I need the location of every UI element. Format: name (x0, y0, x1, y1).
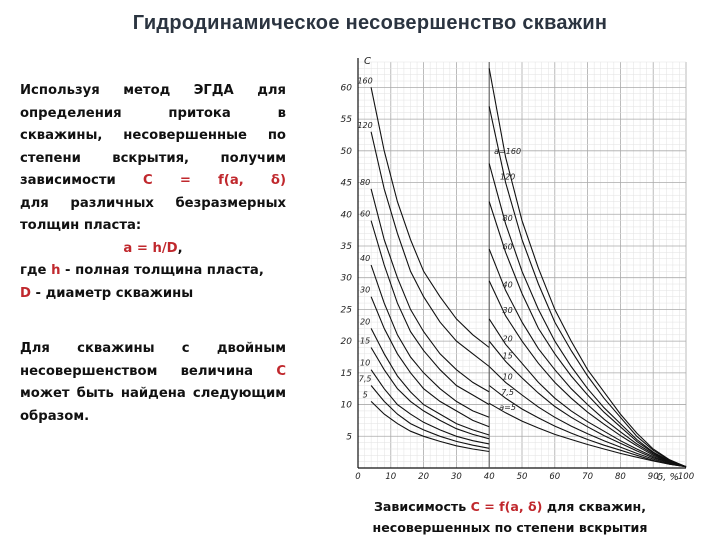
series-label-right: 40 (502, 280, 513, 290)
y-tick-label: 15 (340, 368, 352, 379)
y-axis-label: C (364, 56, 371, 67)
series-label-right: 15 (502, 351, 513, 361)
y-tick-label: 60 (340, 83, 352, 94)
y-tick-label: 35 (340, 241, 352, 252)
y-tick-label: 45 (340, 178, 352, 189)
y-tick-label: 25 (340, 305, 352, 316)
text-line: для различных безразмерных (20, 195, 286, 211)
series-label-left: 80 (360, 177, 371, 187)
text-line: может быть найдена следующим (20, 386, 286, 401)
text-line: степени вскрытия, получим (20, 150, 286, 166)
definition-d (20, 283, 286, 306)
series-label-right: 120 (499, 172, 516, 182)
series-label-right: 7,5 (501, 388, 514, 398)
series-label-left: 5 (362, 390, 368, 400)
text-line: скважины, несовершенные по (20, 128, 286, 143)
x-tick-label: 60 (549, 472, 561, 482)
formula-c-f: C = f(a, δ) (142, 173, 287, 188)
series-label-right: 20 (502, 334, 513, 344)
symbol-h: h (51, 263, 61, 278)
caption-text: несовершенных по степени вскрытия (372, 520, 648, 535)
series-label-left: 60 (360, 209, 371, 219)
text-line: образом. (20, 408, 90, 424)
text-fragment: где (20, 263, 52, 278)
series-label-right: 10 (502, 372, 513, 382)
x-tick-label: 90 (647, 472, 659, 482)
text-fragment: - диаметр скважины (30, 285, 194, 301)
series-label-right: a=160 (494, 147, 522, 157)
x-axis-label: δ, % (657, 472, 679, 483)
chart-c-vs-delta (328, 52, 700, 494)
caption-text: Зависимость (373, 499, 471, 514)
formula-a: a = h/D (123, 240, 178, 256)
text-line: определения притока в (20, 105, 286, 121)
x-tick-label: 10 (385, 472, 397, 482)
text-line: Используя метод ЭГДА для (20, 83, 286, 98)
text-fragment: зависимости (20, 173, 116, 188)
text-line (20, 361, 286, 384)
formula-tail: , (177, 240, 183, 256)
definition-h (20, 260, 286, 283)
double-imperfection-paragraph (20, 338, 286, 428)
series-label-left: 20 (360, 317, 371, 327)
figure-caption (340, 496, 680, 538)
page-title: Гидродинамическое несовершенство скважин (132, 12, 608, 34)
x-tick-label: 80 (614, 472, 626, 482)
text-line-dependency (20, 170, 286, 193)
x-tick-label: 20 (418, 472, 430, 482)
series-label-left: 7,5 (358, 374, 372, 384)
caption-text: для скважин, (542, 499, 647, 514)
formula-line (20, 238, 286, 261)
caption-formula: C = f(a, δ) (470, 499, 543, 514)
series-label-right: a=5 (499, 402, 516, 412)
series-label-right: 80 (502, 213, 513, 223)
x-tick-label: 70 (582, 472, 594, 482)
symbol-d: D (20, 285, 31, 301)
y-tick-label: 40 (340, 210, 352, 221)
series-label-left: 10 (360, 358, 371, 368)
method-paragraph (20, 80, 286, 305)
series-label-right: 30 (502, 305, 513, 315)
y-tick-label: 20 (340, 337, 352, 348)
text-line: толщин пласта: (20, 218, 142, 233)
x-tick-label: 30 (450, 472, 462, 482)
series-label-left: 40 (360, 254, 371, 263)
series-label-left: 120 (357, 120, 373, 130)
y-tick-label: 10 (340, 400, 352, 411)
x-tick-label: 100 (677, 472, 695, 482)
x-tick-label: 0 (355, 472, 361, 482)
x-tick-label: 50 (516, 472, 528, 482)
x-tick-label: 40 (483, 472, 495, 482)
series-label-left: 30 (360, 285, 371, 295)
symbol-c: C (276, 363, 286, 379)
y-tick-label: 55 (340, 115, 352, 126)
series-label-left: 15 (360, 336, 371, 346)
y-tick-label: 50 (340, 146, 352, 157)
y-tick-label: 5 (346, 432, 352, 443)
text-line: Для скважины с двойным (20, 341, 286, 356)
chart-svg (328, 52, 700, 494)
text-fragment: - полная толщина пласта, (60, 263, 264, 278)
y-tick-label: 30 (340, 273, 352, 284)
series-label-left: 160 (357, 76, 373, 86)
text-fragment: несовершенством величина (20, 363, 277, 379)
series-label-right: 60 (502, 242, 513, 252)
